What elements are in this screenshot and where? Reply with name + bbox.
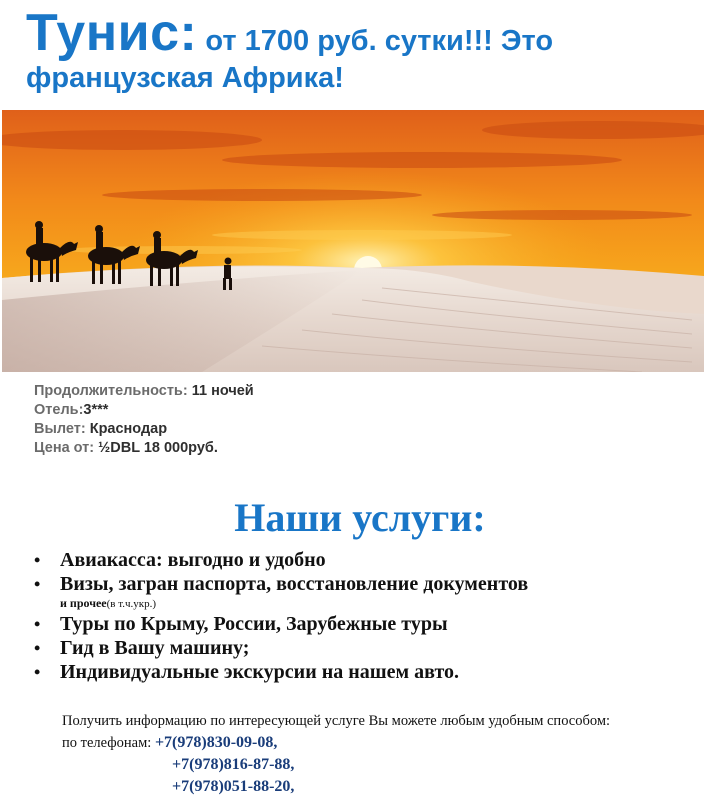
tour-details [34, 382, 254, 458]
services-list [0, 548, 528, 684]
phones-label: по телефонам: [62, 735, 155, 751]
hotel-label: Отель: [34, 402, 84, 418]
phone-2[interactable]: +7(978)816-87-88, [172, 756, 295, 773]
duration-value: 11 ночей [187, 383, 254, 399]
price-label: Цена от: [34, 440, 95, 456]
list-item [60, 572, 528, 612]
service-visas-note-text: и прочее [60, 596, 107, 610]
hotel-row [34, 401, 254, 420]
title-subline: французская Африка! [26, 61, 344, 94]
service-visas: Визы, загран паспорта, восстановление документов [60, 573, 529, 595]
phone-1[interactable]: +7(978)830-09-08, [154, 734, 278, 751]
phone-3[interactable]: +7(978)051-88-20, [172, 778, 295, 795]
phone-row-3 [62, 776, 610, 798]
duration-row [34, 382, 254, 401]
list-item [60, 660, 528, 684]
duration-label: Продолжительность: [34, 383, 188, 399]
departure-value: Краснодар [85, 421, 168, 437]
list-item [60, 612, 528, 636]
departure-label: Вылет: [34, 421, 86, 437]
service-visas-note-small: (в т.ч.укр.) [106, 598, 157, 610]
phone-row-2 [62, 754, 610, 776]
title-country: Тунис: [26, 4, 198, 62]
list-item [60, 636, 528, 660]
contact-info [62, 711, 610, 798]
service-visas-note [60, 596, 528, 612]
page-title [26, 4, 716, 95]
services-heading: Наши услуги: [234, 495, 486, 540]
service-ticketing: Авиакасса: выгодно и удобно [60, 549, 326, 571]
service-guide: Гид в Вашу машину; [60, 637, 250, 659]
hotel-value: 3*** [83, 402, 109, 418]
list-item [60, 548, 528, 572]
title-price: от 1700 руб. сутки!!! Это [197, 25, 554, 57]
departure-row [34, 420, 254, 439]
price-row [34, 439, 254, 458]
service-excursions: Индивидуальные экскурсии на нашем авто. [60, 661, 460, 683]
desert-sunset-photo [2, 110, 704, 372]
service-tours: Туры по Крыму, России, Зарубежные туры [60, 613, 448, 635]
contact-intro: Получить информацию по интересующей услуге Вы можете любым удобным способом: [62, 713, 611, 729]
price-value: ½DBL 18 000руб. [94, 440, 218, 456]
phone-row-1 [62, 732, 610, 754]
